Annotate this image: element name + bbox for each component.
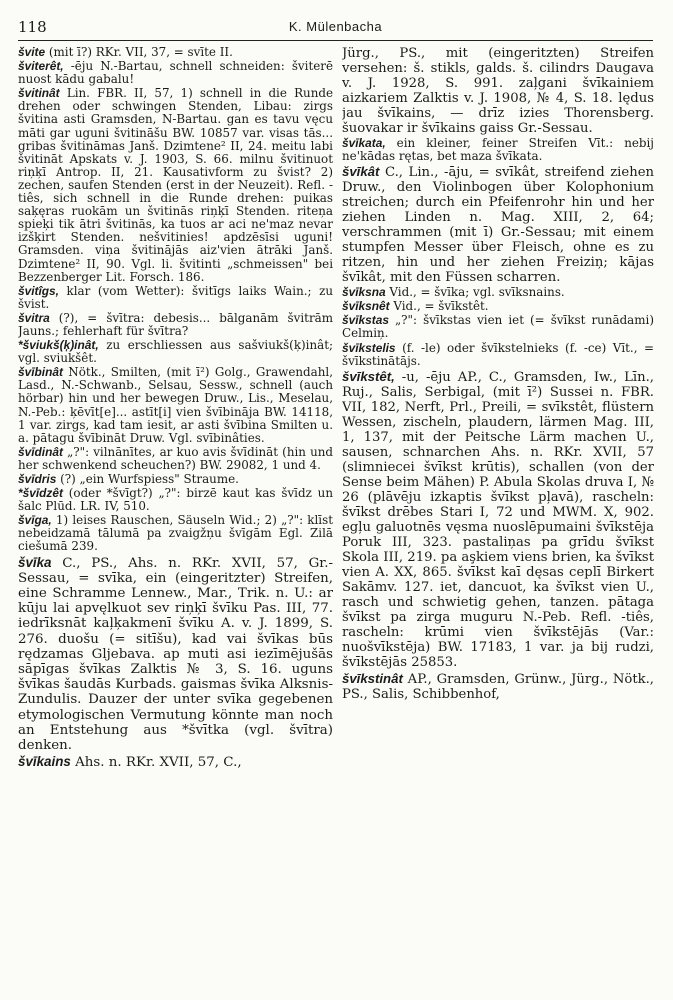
entry-body: zu erschliessen aus sašviukš(ķ)inât; vgl. sviukšêt. <box>18 338 333 366</box>
dictionary-entry <box>342 671 654 702</box>
entry-body: Nötk., Smilten, (mit ī²) Golg., Grawendahl, Lasd., N.-Schwanb., Selsau, Sessw., schnell (auch hörbar) hin und her bewegen Druw., Lis., Meselau, N.-Peb.: ķēvīt[e]... astīt[i] vien švībināja BW. 14118, 1 var. zirgs, kad tam iesit, ar asti švībina Smilten u. a. pātagu švībināt Druw. Vgl. svībinâties. <box>18 365 333 445</box>
left-column <box>18 46 333 994</box>
dictionary-entry <box>342 164 654 285</box>
entry-headword: švībinât <box>18 365 63 380</box>
dictionary-entry <box>18 555 333 754</box>
dictionary-entry <box>18 514 333 553</box>
page-number: 118 <box>18 18 47 36</box>
entry-headword: švīdris <box>18 472 57 486</box>
dictionary-entry <box>18 339 333 365</box>
entry-headword: švīkstas <box>342 313 389 328</box>
entry-headword: švite <box>18 46 46 59</box>
entry-headword: švīkstelis <box>342 340 396 355</box>
dictionary-entry <box>18 754 333 770</box>
entry-body: Jürg., PS., mit (eingeritzten) Streifen versehen: š. stikls, galds. š. cilindrs Daugava v. J. 1928, S. 991. zaļgani švīkainiem aizkariem Zalktis v. J. 1908, № 4, S. 18. lędus jau švīkains, — drīz izies Thorensberg. šuovakar ir švīkains gaiss Gr.-Sessau. <box>342 46 654 136</box>
page-header <box>18 14 653 41</box>
dictionary-entry <box>342 314 654 340</box>
entry-headword: švīkata, <box>342 136 386 150</box>
entry-body: ein kleiner, feiner Streifen Vīt.: nebij ne'kādas rętas, bet maza švīkata. <box>342 136 654 164</box>
dictionary-entry <box>18 312 333 338</box>
entry-headword: švīga, <box>18 513 52 528</box>
entry-headword: švīkstinât <box>342 670 403 686</box>
running-title: K. Mülenbacha <box>288 19 383 34</box>
entry-headword: švitîgs, <box>18 283 59 298</box>
entry-headword: švitinât <box>18 86 60 101</box>
dictionary-entry <box>18 285 333 311</box>
entry-body: C., PS., Ahs. n. RKr. XVII, 57, Gr.-Sessau, = svīka, ein (eingeritzter) Streifen, eine Schramme Lennew., Mar., Trik. n. U.: ar kūju lai apvęlkuot sev riņķī švīku Pas. III, 77. iedrīksnāt kaļķakmenī švīku A. v. J. 1899, S. 276. duošu (= sitīšu), kad vai švīkas būs rędzamas Gljebava. ap muti asi iezīmējušās sāpīgas švīkas Zalktis № 3, S. 16. uguns švīkas šaudās Kurbads. gaismas švīka Alksnis-Zundulis. Dauzer der unter svīka gegebenen etymologischen Vermutung könnte man noch an Entstehung aus *švītka (vgl. švītra) denken. <box>18 555 333 753</box>
dictionary-entry <box>342 369 654 670</box>
dictionary-entry <box>18 46 333 59</box>
entry-headword: švīkât <box>342 164 380 180</box>
entry-body: AP., Gramsden, Grünw., Jürg., Nötk., PS., Salis, Schibbenhof, <box>342 671 654 702</box>
entry-body: Ahs. n. RKr. XVII, 57, C., <box>70 755 242 771</box>
entry-body: (f. -le) oder švīkstelnieks (f. -ce) Vīt., = švīkstinātājs. <box>342 340 654 368</box>
dictionary-entry <box>342 137 654 163</box>
entry-headword: švīksna <box>342 285 386 300</box>
dictionary-entry <box>18 473 333 486</box>
entry-headword: švīka <box>18 554 52 570</box>
entry-body: C., Lin., -āju, = svīkât, streifend ziehen Druw., den Violinbogen über Kolophonium streichen; durch ein Pfeifenrohr hin und her ziehen Linden n. Mag. XIII, 2, 64; verschrammen (mit ī) Gr.-Sessau; mit einem stumpfen Messer über Fleisch, ohne es zu ritzen, hin und her ziehen Freiziņ; kājas švīkât, mit den Füssen scharren. <box>342 165 654 286</box>
dictionary-entry <box>18 60 333 86</box>
dictionary-entry <box>18 87 333 283</box>
entry-headword: švīdinât <box>18 444 63 459</box>
entry-headword: šviterêt, <box>18 59 64 74</box>
dictionary-entry <box>18 487 333 513</box>
entry-headword: švīkstêt, <box>342 368 395 384</box>
entry-headword: švīkains <box>18 754 71 770</box>
entry-body: -ēju N.-Bartau, schnell schneiden: šviterē nuost kādu gabalu! <box>18 59 333 87</box>
dictionary-entry <box>342 46 654 136</box>
entry-body: -u, -ēju AP., C., Gramsden, Iw., Līn., Ruj., Salis, Serbigal, (mit ī²) Sussei n. FBR. VII, 182, Nerft, Prl., Preili, = svīkstêt, flüstern Wessen, zischeln, plaudern, lärmen Mag. III, 1, 137, mit der Peitsche Lärm machen U., sausen, schnarchen Ahs. n. RKr. XVII, 57 (slimniecei švīkst krūtis), schallen (von der Sense beim Mähen) P. Abula Skolas druva I, № 26 (plāvēju izkaptis švīkst pļavā), rascheln: švīkst drēbes Stari I, 72 und MWM. X, 902. egļu galuotnēs vęsma nuoslēpumaini švīkstēja Poruk III, 323. pastaliņas pa grīdu švīkst Skola III, 219. pa aşkiem viens brien, ka švīkst vien A. XX, 865. švīkst kaī dęsas ceplī Birkert Sakāmv. 127. iet, dancuot, ka švīkst vien U., rasch und schwietig gehen, tanzen. pātaga švīkst pa zirga muguru N.-Peb. Refl. -tiês, rascheln: krūmi vien švīkstējās (Var.: nuošvīkstēja) BW. 17183, 1 var. ja bij rudzi, švīkstējās 25853. <box>342 369 654 670</box>
entry-body: „?": švīkstas vien iet (= švīkst runādami) Celmiņ. <box>342 313 654 341</box>
dictionary-entry <box>18 366 333 445</box>
entry-body: klar (vom Wetter): švitīgs laiks Wain.; zu švist. <box>18 283 333 311</box>
entry-headword: *švīdzêt <box>18 486 63 501</box>
entry-body: (oder *švīgt?) „?": birzē kaut kas švīdz un šalc Plūd. LR. IV, 510. <box>18 486 333 514</box>
entry-body: Lin. FBR. II, 57, 1) schnell in die Runde drehen oder schwingen Stenden, Libau: zirgs švitina asti Gramsden, N-Bartau. gan es tavu vęcu māti gar uguni švitināšu BW. 10857 var. visas tās... gribas švitināmas Janš. Dzimtene² II, 24. meitu labi švitināt Apskats v. J. 1903, S. 66. milnu švitinuot riņķī Antrop. II, 21. Kausativform zu švist? 2) zechen, saufen Stenden (erst in der Neuzeit). Refl. -tiês, sich schnell in die Runde drehen: puikas saķęras ruokām un švitinās riņķī Stenden. riteņa spieķi tik ātri švitinās, ka tuos ar aci ne'maz nevar izšķirt Stenden. nešvitinies! apdzēsīsi uguni! Gramsden. viņa švitinājās aiz'vien ātrāki Janš. Dzimtene² II, 90. Vgl. li. švitinti „schmeissen" bei Bezzenberger Lit. Forsch. 186. <box>18 86 333 284</box>
entry-body: Vid., = švīkstêt. <box>389 299 489 314</box>
entry-body: 1) leises Rauschen, Säuseln Wid.; 2) „?": klīst nebeidzamā tālumā pa zvaigžņu švīgām Egl. Zilā ciešumā 239. <box>18 513 333 554</box>
dictionary-entry <box>342 286 654 299</box>
entry-body: (?), = švītra: debesis... bālganām švitrām Jauns.; fehlerhaft für švītra? <box>18 310 333 338</box>
entry-headword: švitra <box>18 310 50 325</box>
entry-body: (?) „ein Wurfspiess" Straume. <box>56 472 239 486</box>
dictionary-entry <box>342 342 654 368</box>
entry-body: (mit ī?) RKr. VII, 37, = svīte II. <box>45 46 233 59</box>
dictionary-entry <box>342 300 654 313</box>
entry-headword: *šviukš(ķ)inât, <box>18 338 99 353</box>
entry-body: „?": vilnānītes, ar kuo avis švīdināt (hin und her schwenkend scheuchen?) BW. 29082, 1 und 4. <box>18 444 333 472</box>
dictionary-entry <box>18 446 333 472</box>
entry-headword: švīksnêt <box>342 299 390 314</box>
entry-body: Vid., = švīka; vgl. svīksnains. <box>385 285 565 300</box>
right-column <box>342 46 654 994</box>
